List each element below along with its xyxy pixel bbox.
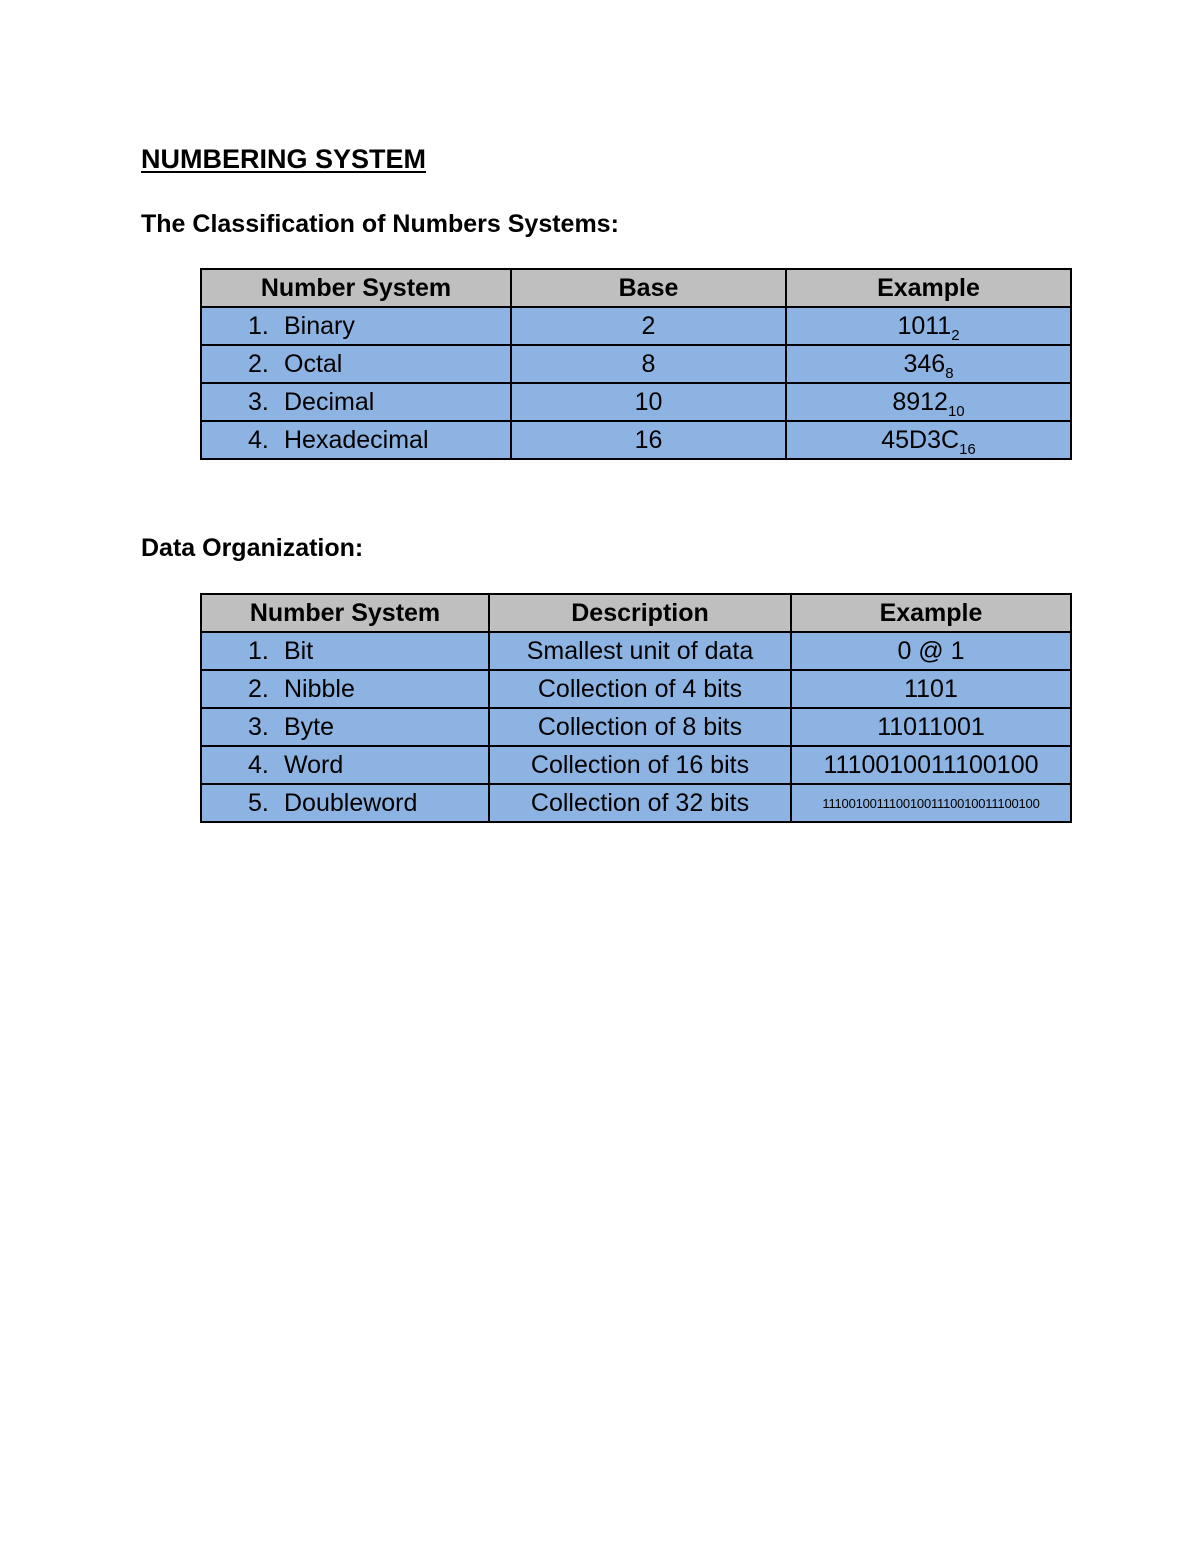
row-number: 2. (248, 349, 269, 378)
example-cell: 0 @ 1 (791, 632, 1071, 670)
example-cell (786, 383, 1071, 421)
column-header-example: Example (791, 594, 1071, 632)
number-system-name: Octal (284, 349, 343, 378)
example-subscript: 10 (947, 402, 965, 420)
base-cell: 2 (511, 307, 786, 345)
number-system-name: Binary (284, 311, 355, 340)
unit-cell (201, 708, 489, 746)
unit-name: Word (284, 750, 344, 779)
example-cell (786, 421, 1071, 459)
table-header-row (201, 269, 1071, 307)
row-number: 3. (248, 712, 269, 741)
column-header-number-system: Number System (201, 594, 489, 632)
table-header-row (201, 594, 1071, 632)
example-cell (786, 345, 1071, 383)
example-cell: 11100100111001001110010011100100 (791, 784, 1071, 822)
number-system-name: Decimal (284, 387, 375, 416)
description-cell: Collection of 8 bits (489, 708, 791, 746)
table-row (201, 307, 1071, 345)
table-row (201, 383, 1071, 421)
table-row (201, 345, 1071, 383)
example-cell (786, 307, 1071, 345)
table-row (201, 632, 1071, 670)
unit-cell (201, 670, 489, 708)
base-cell: 8 (511, 345, 786, 383)
base-cell: 16 (511, 421, 786, 459)
column-header-base: Base (511, 269, 786, 307)
example-cell: 1110010011100100 (791, 746, 1071, 784)
row-number: 4. (248, 750, 269, 779)
example-cell: 11011001 (791, 708, 1071, 746)
example-value: 346 (903, 349, 946, 378)
unit-cell (201, 784, 489, 822)
unit-name: Nibble (284, 674, 355, 703)
example-value: 1011 (897, 311, 952, 340)
row-number: 4. (248, 425, 269, 454)
example-value: 45D3C (881, 425, 960, 454)
number-system-cell (201, 307, 511, 345)
number-systems-table (200, 268, 1072, 460)
row-number: 3. (248, 387, 269, 416)
table-row (201, 670, 1071, 708)
unit-cell (201, 632, 489, 670)
description-cell: Collection of 32 bits (489, 784, 791, 822)
base-cell: 10 (511, 383, 786, 421)
example-value: 8912 (892, 387, 948, 416)
column-header-example: Example (786, 269, 1071, 307)
description-cell: Collection of 16 bits (489, 746, 791, 784)
number-system-cell (201, 383, 511, 421)
example-subscript: 2 (951, 326, 960, 344)
number-system-name: Hexadecimal (284, 425, 429, 454)
number-system-cell (201, 345, 511, 383)
table-row (201, 421, 1071, 459)
unit-name: Bit (284, 636, 314, 665)
row-number: 2. (248, 674, 269, 703)
row-number: 5. (248, 788, 269, 817)
page-title: NUMBERING SYSTEM (141, 144, 427, 174)
unit-name: Doubleword (284, 788, 418, 817)
classification-heading: The Classification of Numbers Systems: (141, 210, 619, 238)
column-header-description: Description (489, 594, 791, 632)
example-subscript: 8 (945, 364, 954, 382)
row-number: 1. (248, 636, 269, 665)
unit-name: Byte (284, 712, 335, 741)
table-row (201, 708, 1071, 746)
description-cell: Smallest unit of data (489, 632, 791, 670)
unit-cell (201, 746, 489, 784)
data-organization-table (200, 593, 1072, 823)
number-system-cell (201, 421, 511, 459)
example-cell: 1101 (791, 670, 1071, 708)
row-number: 1. (248, 311, 269, 340)
example-subscript: 16 (959, 440, 976, 458)
description-cell: Collection of 4 bits (489, 670, 791, 708)
column-header-number-system: Number System (201, 269, 511, 307)
table-row (201, 784, 1071, 822)
table-row (201, 746, 1071, 784)
data-organization-heading: Data Organization: (141, 534, 364, 562)
